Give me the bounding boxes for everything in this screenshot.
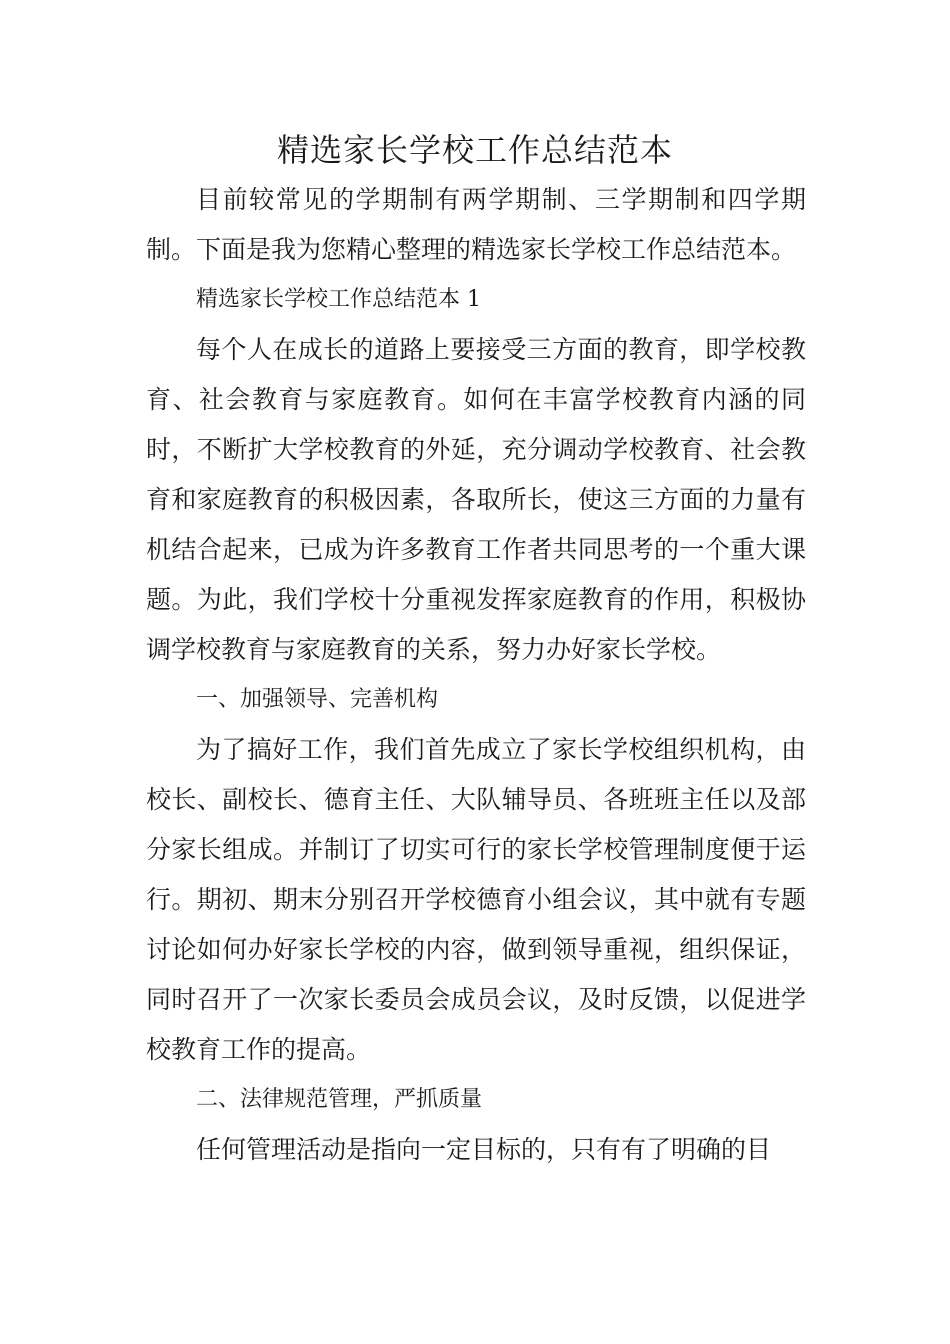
body-paragraph: 每个人在成长的道路上要接受三方面的教育，即学校教育、社会教育与家庭教育。如何在丰富学校教育内涵的同时，不断扩大学校教育的外延，充分调动学校教育、社会教育和家庭教育的积极因素，各取所长，使这三方面的力量有机结合起来，已成为许多教育工作者共同思考的一个重大课题。为此，我们学校十分重视发挥家庭教育的作用，积极协调学校教育与家庭教育的关系，努力办好家长学校。 xyxy=(146,335,806,664)
document-title: 精选家长学校工作总结范本 xyxy=(276,131,673,169)
body-paragraph: 为了搞好工作，我们首先成立了家长学校组织机构，由校长、副校长、德育主任、大队辅导员、各班班主任以及部分家长组成。并制订了切实可行的家长学校管理制度便于运行。期初、期末分别召开学校德育小组会议，其中就有专题讨论如何办好家长学校的内容，做到领导重视，组织保证，同时召开了一次家长委员会成员会议，及时反馈，以促进学校教育工作的提高。 xyxy=(146,735,806,1064)
document-body xyxy=(146,175,806,1175)
body-paragraph: 任何管理活动是指向一定目标的，只有有了明确的目 xyxy=(196,1135,772,1164)
section-heading-sample-1: 精选家长学校工作总结范本 1 xyxy=(196,287,481,312)
section-heading-management: 二、法律规范管理，严抓质量 xyxy=(196,1087,483,1112)
intro-paragraph: 目前较常见的学期制有两学期制、三学期制和四学期制。下面是我为您精心整理的精选家长学校工作总结范本。 xyxy=(146,185,806,264)
section-heading-leadership: 一、加强领导、完善机构 xyxy=(196,687,439,712)
